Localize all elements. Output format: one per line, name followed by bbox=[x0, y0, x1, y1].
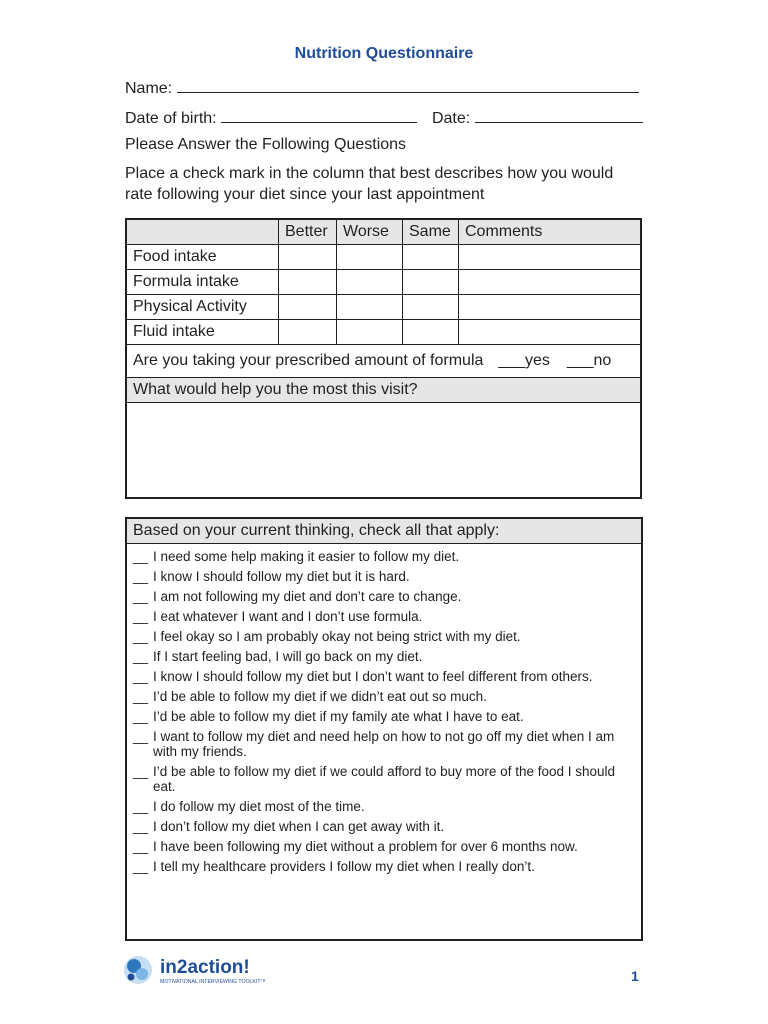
dob-label: Date of birth: bbox=[125, 110, 217, 127]
table-row bbox=[126, 245, 641, 270]
checklist-heading: Based on your current thinking, check all that apply: bbox=[127, 519, 641, 544]
cell-better[interactable] bbox=[279, 295, 337, 320]
logo-wordmark: in2action! bbox=[160, 957, 250, 978]
checklist-item-label: I feel okay so I am probably okay not being strict with my diet. bbox=[153, 629, 521, 644]
cell-same[interactable] bbox=[403, 320, 459, 345]
cell-same[interactable] bbox=[403, 295, 459, 320]
name-field[interactable] bbox=[177, 76, 639, 93]
checkbox-blank[interactable]: __ bbox=[133, 819, 149, 834]
table-row bbox=[126, 270, 641, 295]
checklist-item-label: I eat whatever I want and I don’t use formula. bbox=[153, 609, 423, 624]
help-answer-area[interactable] bbox=[126, 403, 641, 499]
checkbox-blank[interactable]: __ bbox=[133, 589, 149, 604]
checkbox-blank[interactable]: __ bbox=[133, 799, 149, 814]
cell-comments[interactable] bbox=[459, 320, 642, 345]
cell-worse[interactable] bbox=[337, 295, 403, 320]
checklist-item[interactable] bbox=[133, 799, 635, 814]
checkbox-blank[interactable]: __ bbox=[133, 629, 149, 644]
checklist-item[interactable] bbox=[133, 629, 635, 644]
cell-worse[interactable] bbox=[337, 320, 403, 345]
checkbox-blank[interactable]: __ bbox=[133, 839, 149, 854]
cell-worse[interactable] bbox=[337, 245, 403, 270]
checkbox-blank[interactable]: __ bbox=[133, 669, 149, 684]
checklist-item[interactable] bbox=[133, 709, 635, 724]
checklist-item[interactable] bbox=[133, 819, 635, 834]
checkbox-blank[interactable]: __ bbox=[133, 649, 149, 664]
checklist-item[interactable] bbox=[133, 669, 635, 684]
checklist-items bbox=[127, 549, 641, 874]
cell-better[interactable] bbox=[279, 270, 337, 295]
page-number: 1 bbox=[631, 968, 639, 984]
checkbox-blank[interactable]: __ bbox=[133, 569, 149, 584]
header-comments: Comments bbox=[459, 219, 642, 245]
header-blank bbox=[126, 219, 279, 245]
checklist-item[interactable] bbox=[133, 859, 635, 874]
checklist-item-label: I do follow my diet most of the time. bbox=[153, 799, 365, 814]
checklist-item[interactable] bbox=[133, 689, 635, 704]
header-worse: Worse bbox=[337, 219, 403, 245]
in2action-logo bbox=[122, 950, 292, 990]
table-row bbox=[126, 320, 641, 345]
checkbox-blank[interactable]: __ bbox=[133, 609, 149, 624]
date-row bbox=[125, 106, 643, 128]
formula-question: Are you taking your prescribed amount of formula bbox=[133, 352, 484, 369]
checklist-item-label: If I start feeling bad, I will go back on my diet. bbox=[153, 649, 423, 664]
help-question-row bbox=[126, 378, 641, 403]
checklist-item-label: I’d be able to follow my diet if my family ate what I have to eat. bbox=[153, 709, 524, 724]
row-label: Food intake bbox=[126, 245, 279, 270]
checklist-item[interactable] bbox=[133, 764, 635, 794]
checklist-item-label: I tell my healthcare providers I follow my diet when I really don’t. bbox=[153, 859, 535, 874]
instruction-line-1: Place a check mark in the column that best describes how you would bbox=[125, 165, 614, 182]
page-title: Nutrition Questionnaire bbox=[294, 45, 474, 62]
cell-comments[interactable] bbox=[459, 245, 642, 270]
help-answer-row bbox=[126, 403, 641, 499]
checklist-item-label: I need some help making it easier to follow my diet. bbox=[153, 549, 460, 564]
formula-row bbox=[126, 345, 641, 378]
date-label: Date: bbox=[431, 110, 471, 127]
cell-comments[interactable] bbox=[459, 295, 642, 320]
checkbox-blank[interactable]: __ bbox=[133, 689, 149, 704]
cell-same[interactable] bbox=[403, 245, 459, 270]
formula-yes-option[interactable]: ___yes bbox=[498, 352, 550, 369]
cell-better[interactable] bbox=[279, 245, 337, 270]
name-row bbox=[125, 76, 639, 98]
cell-better[interactable] bbox=[279, 320, 337, 345]
name-label: Name: bbox=[125, 80, 173, 97]
checkbox-blank[interactable]: __ bbox=[133, 859, 149, 874]
checkbox-blank[interactable]: __ bbox=[133, 764, 149, 779]
checklist-item[interactable] bbox=[133, 549, 635, 564]
cell-comments[interactable] bbox=[459, 270, 642, 295]
cell-worse[interactable] bbox=[337, 270, 403, 295]
checklist-item[interactable] bbox=[133, 649, 635, 664]
header-same: Same bbox=[403, 219, 459, 245]
instruction-line-2: rate following your diet since your last appointment bbox=[125, 186, 485, 203]
row-label: Fluid intake bbox=[126, 320, 279, 345]
checklist-item-label: I know I should follow my diet but I don’t want to feel different from others. bbox=[153, 669, 593, 684]
checklist-item-label: I am not following my diet and don’t care to change. bbox=[153, 589, 462, 604]
intro-text: Please Answer the Following Questions bbox=[125, 136, 407, 153]
checklist-item-label: I don’t follow my diet when I can get away with it. bbox=[153, 819, 445, 834]
checklist-item-label: I want to follow my diet and need help on how to not go off my diet when I am with my friends. bbox=[153, 729, 615, 759]
checklist-item[interactable] bbox=[133, 589, 635, 604]
checklist-item-label: I have been following my diet without a problem for over 6 months now. bbox=[153, 839, 578, 854]
formula-no-option[interactable]: ___no bbox=[566, 352, 612, 369]
checklist-item-label: I know I should follow my diet but it is hard. bbox=[153, 569, 410, 584]
dob-field[interactable] bbox=[221, 106, 417, 123]
checkbox-blank[interactable]: __ bbox=[133, 549, 149, 564]
checklist-item-label: I’d be able to follow my diet if we could afford to buy more of the food I should eat. bbox=[153, 764, 616, 794]
checklist-item[interactable] bbox=[133, 569, 635, 584]
checkbox-blank[interactable]: __ bbox=[133, 709, 149, 724]
checklist-item[interactable] bbox=[133, 839, 635, 854]
header-better: Better bbox=[279, 219, 337, 245]
cell-same[interactable] bbox=[403, 270, 459, 295]
checklist-item[interactable] bbox=[133, 609, 635, 624]
rating-table bbox=[125, 218, 642, 499]
table-row bbox=[126, 295, 641, 320]
table-header-row bbox=[126, 219, 641, 245]
row-label: Physical Activity bbox=[126, 295, 279, 320]
checklist-item-label: I’d be able to follow my diet if we didn’t eat out so much. bbox=[153, 689, 487, 704]
checklist-item[interactable] bbox=[133, 729, 635, 759]
checkbox-blank[interactable]: __ bbox=[133, 729, 149, 744]
date-field[interactable] bbox=[475, 106, 643, 123]
logo-tagline: MOTIVATIONAL INTERVIEWING TOOLKIT™ bbox=[160, 979, 266, 985]
row-label: Formula intake bbox=[126, 270, 279, 295]
checklist-box bbox=[125, 517, 643, 941]
help-question: What would help you the most this visit? bbox=[126, 378, 641, 403]
